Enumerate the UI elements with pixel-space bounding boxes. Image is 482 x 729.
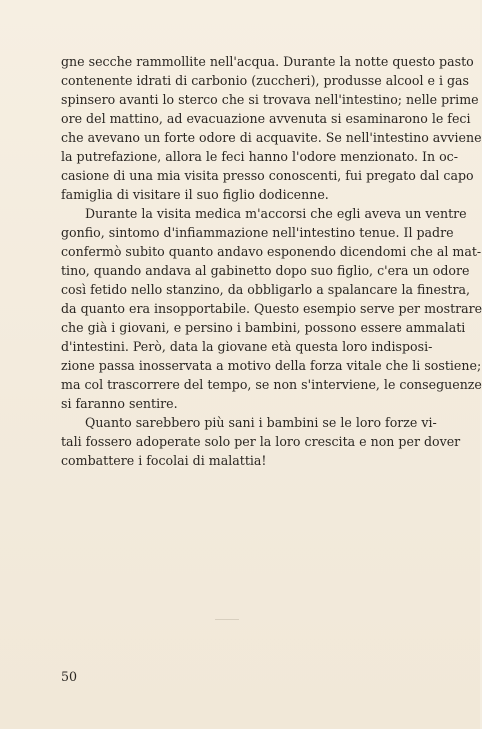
paper-mark: [215, 619, 239, 620]
text-line: la putrefazione, allora le feci hanno l'odore menzionato. In oc-: [61, 149, 458, 164]
text-line: ma col trascorrere del tempo, se non s'interviene, le conseguenze: [61, 377, 482, 392]
text-line: zione passa inosservata a motivo della forza vitale che li sostiene;: [61, 358, 482, 373]
text-line: si faranno sentire.: [61, 396, 178, 411]
body-text: [61, 52, 482, 470]
text-line: contenente idrati di carbonio (zuccheri), produsse alcool e i gas: [61, 73, 470, 88]
text-line: che già i giovani, e persino i bambini, possono essere ammalati: [61, 320, 466, 335]
text-line: casione di una mia visita presso conoscenti, fui pregato dal capo: [61, 168, 474, 183]
text-line: famiglia di visitare il suo figlio dodicenne.: [61, 187, 329, 202]
text-line: così fetido nello stanzino, da obbligarlo a spalancare la finestra,: [61, 282, 471, 297]
page-number: 50: [61, 669, 78, 684]
text-line: gonfio, sintomo d'infiammazione nell'intestino tenue. Il padre: [61, 225, 454, 240]
text-line: tali fossero adoperate solo per la loro crescita e non per dover: [61, 434, 461, 449]
text-line: Durante la visita medica m'accorsi che egli aveva un ventre: [85, 206, 467, 221]
text-line: confermò subito quanto andavo esponendo dicendomi che al mat-: [61, 244, 482, 259]
text-line: tino, quando andava al gabinetto dopo suo figlio, c'era un odore: [61, 263, 470, 278]
text-line: d'intestini. Però, data la giovane età questa loro indisposi-: [61, 339, 433, 354]
text-line: gne secche rammollite nell'acqua. Durante la notte questo pasto: [61, 54, 474, 69]
text-line: da quanto era insopportabile. Questo esempio serve per mostrare: [61, 301, 482, 316]
text-line: spinsero avanti lo sterco che si trovava nell'intestino; nelle prime: [61, 92, 479, 107]
text-line: Quanto sarebbero più sani i bambini se le loro forze vi-: [85, 415, 437, 430]
text-line: combattere i focolai di malattia!: [61, 453, 267, 468]
text-line: che avevano un forte odore di acquavite. Se nell'intestino avviene: [61, 130, 482, 145]
text-line: ore del mattino, ad evacuazione avvenuta si esaminarono le feci: [61, 111, 471, 126]
